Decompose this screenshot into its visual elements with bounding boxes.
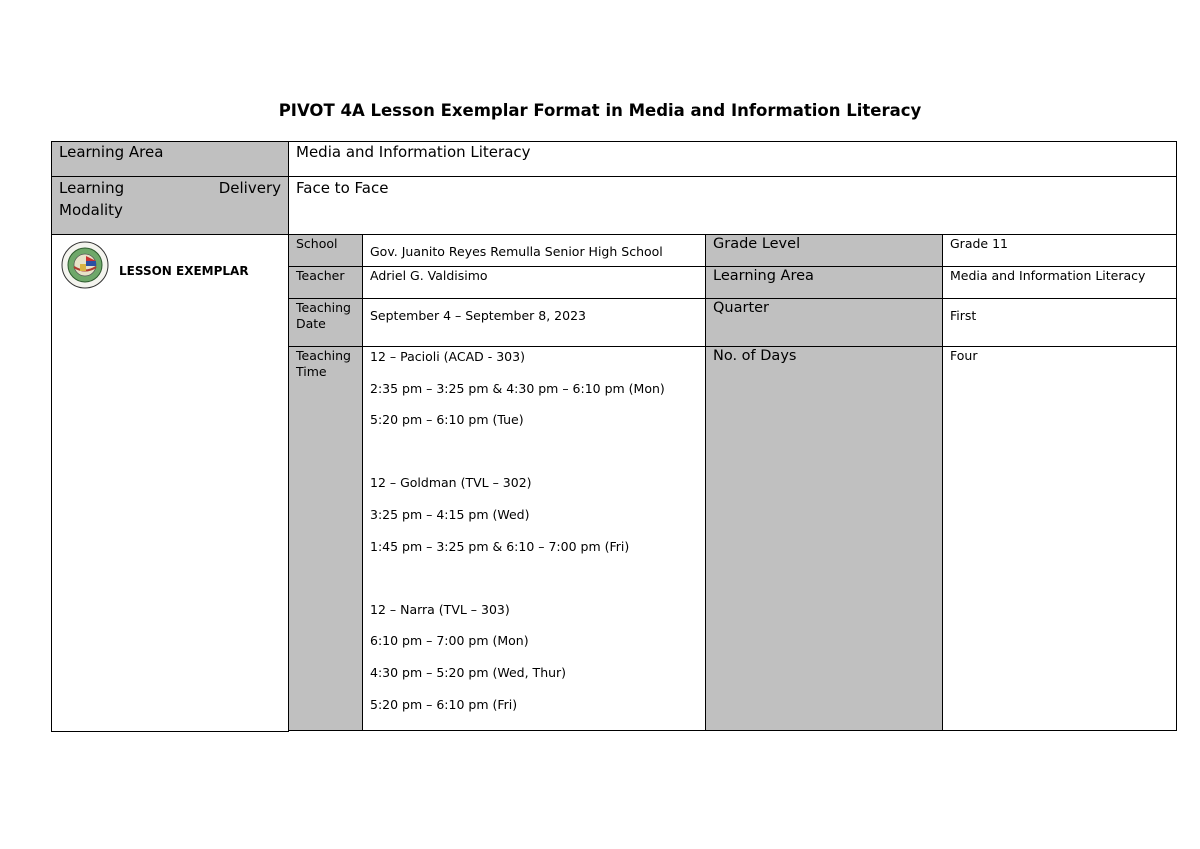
- delivery-label-line1: [59, 177, 281, 199]
- lesson-exemplar-label: LESSON EXEMPLAR: [119, 264, 249, 278]
- teaching-time-value: [363, 347, 706, 731]
- time-line: 5:20 pm – 6:10 pm (Tue): [370, 412, 524, 428]
- teacher-label: Teacher: [289, 267, 363, 299]
- quarter-value: First: [943, 299, 1177, 347]
- learning-area-value: Media and Information Literacy: [296, 143, 531, 161]
- time-line-blank: [370, 569, 698, 601]
- delivery-modality-value: Face to Face: [296, 179, 389, 197]
- delivery-modality-label-cell: [52, 177, 289, 235]
- teaching-date-value: September 4 – September 8, 2023: [363, 299, 706, 347]
- no-of-days-value: Four: [943, 347, 1177, 731]
- delivery-label-line2: Modality: [59, 201, 123, 219]
- grade-level-value: Grade 11: [943, 235, 1177, 267]
- logo-column: [51, 234, 289, 732]
- time-line: 12 – Goldman (TVL – 302): [370, 475, 532, 491]
- header-table: [51, 141, 1177, 235]
- time-line: 12 – Pacioli (ACAD - 303): [370, 349, 525, 364]
- school-label: School: [289, 235, 363, 267]
- lesson-info-section: [51, 234, 1176, 731]
- delivery-modality-value-cell: [289, 177, 1177, 235]
- quarter-label: Quarter: [706, 299, 943, 347]
- time-line: 6:10 pm – 7:00 pm (Mon): [370, 633, 529, 649]
- school-seal-logo: [60, 240, 110, 290]
- info-table: [288, 234, 1177, 731]
- learning-area-value-2: Media and Information Literacy: [943, 267, 1177, 299]
- learning-area-value-cell: [289, 142, 1177, 177]
- teaching-date-label: Teaching Date: [289, 299, 363, 347]
- time-line: 5:20 pm – 6:10 pm (Fri): [370, 696, 518, 712]
- no-of-days-label: No. of Days: [706, 347, 943, 731]
- delivery-label-word2: Delivery: [218, 179, 281, 197]
- learning-area-label: Learning Area: [59, 143, 164, 161]
- time-line: 4:30 pm – 5:20 pm (Wed, Thur): [370, 664, 567, 680]
- time-line: 1:45 pm – 3:25 pm & 6:10 – 7:00 pm (Fri): [370, 538, 630, 554]
- delivery-label-word1: Learning: [59, 179, 125, 197]
- time-line: 2:35 pm – 3:25 pm & 4:30 pm – 6:10 pm (Mon): [370, 380, 665, 396]
- time-line-blank: [370, 443, 698, 475]
- teacher-value: Adriel G. Valdisimo: [363, 267, 706, 299]
- learning-area-label-cell: [52, 142, 289, 177]
- time-line: 12 – Narra (TVL – 303): [370, 601, 510, 617]
- learning-area-label-2: Learning Area: [706, 267, 943, 299]
- time-line: 3:25 pm – 4:15 pm (Wed): [370, 506, 530, 522]
- teaching-time-label: Teaching Time: [289, 347, 363, 731]
- page-title: PIVOT 4A Lesson Exemplar Format in Media and Information Literacy: [278, 101, 922, 120]
- grade-level-label: Grade Level: [706, 235, 943, 267]
- school-value: Gov. Juanito Reyes Remulla Senior High School: [363, 235, 706, 267]
